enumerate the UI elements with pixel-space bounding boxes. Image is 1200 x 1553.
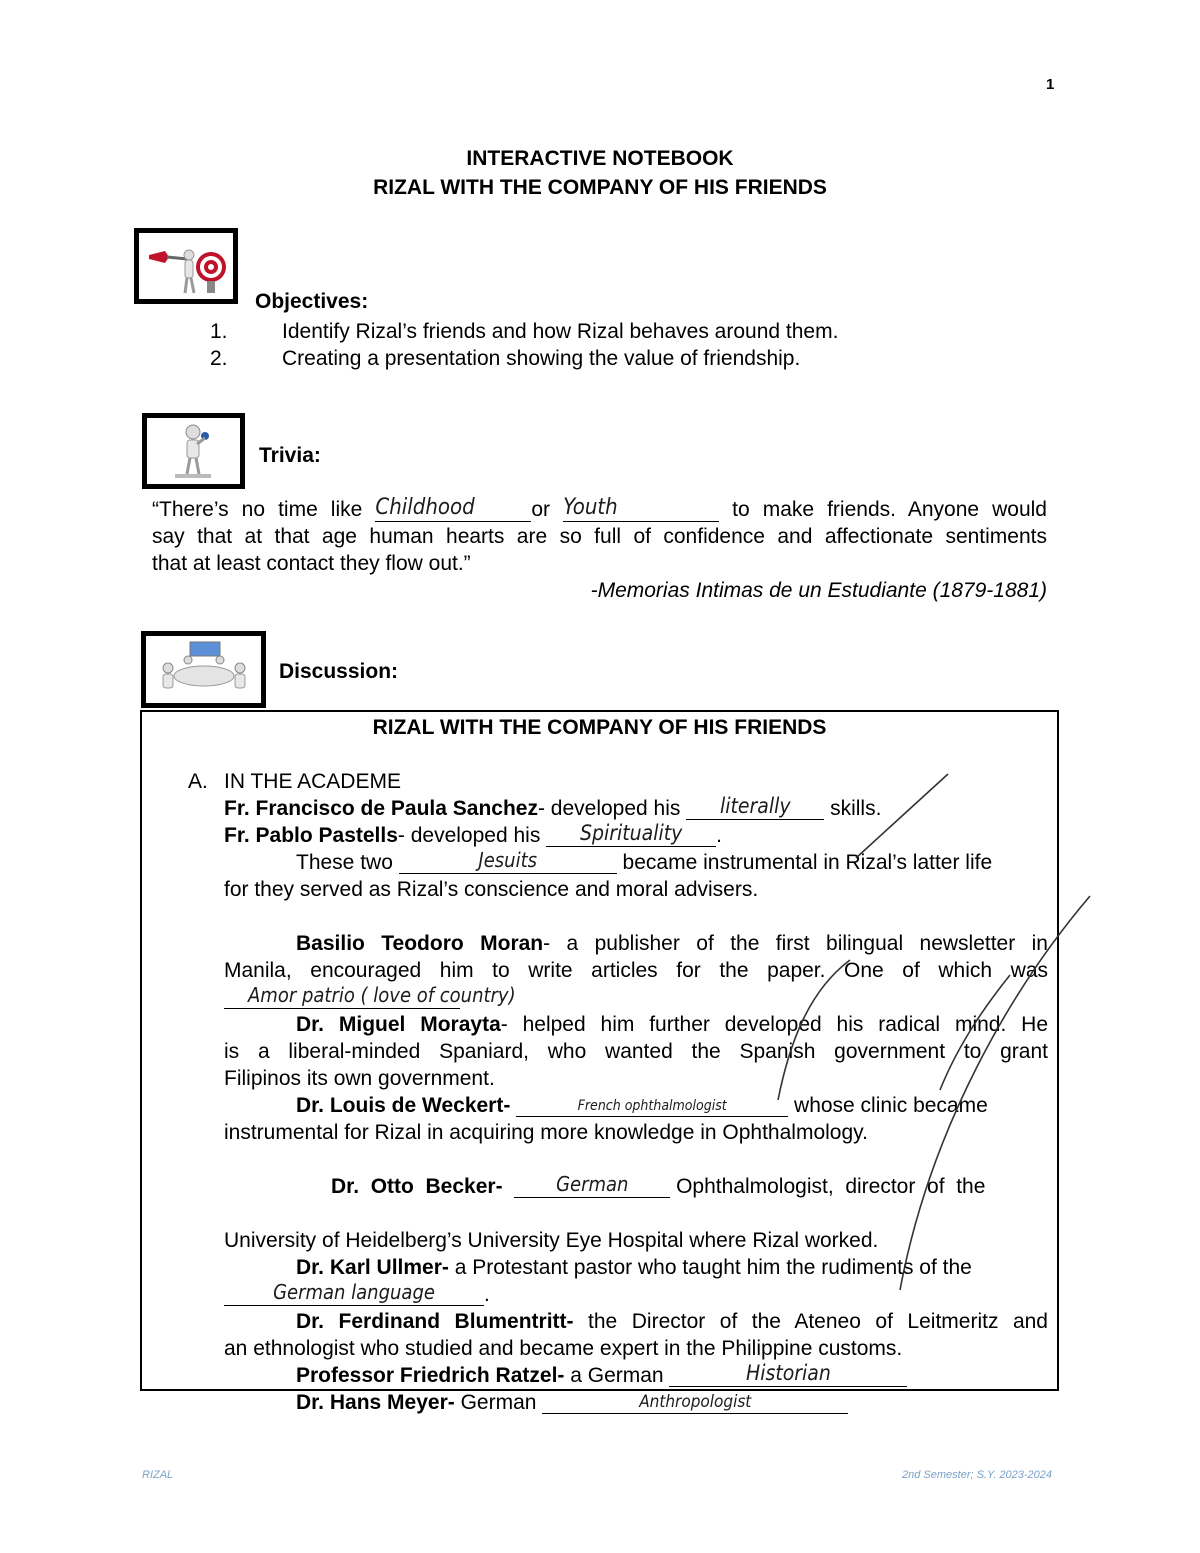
trivia-text: “There’s no time like	[152, 498, 376, 521]
entry-text: .	[716, 824, 723, 847]
entry-text: - helped him further developed his radical mind. He	[500, 1013, 1048, 1036]
check-mark-2	[900, 896, 1090, 1290]
footer-right: 2nd Semester; S.Y. 2023-2024	[902, 1469, 1053, 1481]
page-number: 1	[1046, 76, 1055, 93]
title-line-1: INTERACTIVE NOTEBOOK	[466, 147, 734, 170]
entry-text: German	[454, 1391, 543, 1414]
handwritten-answer: literally	[719, 794, 791, 818]
entry-text: - a publisher of the first bilingual newsletter in	[543, 932, 1048, 955]
trivia-text: to make friends. Anyone would	[719, 498, 1047, 521]
person-name: Dr. Karl Ullmer-	[296, 1256, 449, 1279]
person-name: Fr. Pablo Pastells	[224, 824, 398, 847]
entry-text: These two	[296, 851, 399, 874]
entry-text: a German	[564, 1364, 670, 1387]
handwritten-answer: German	[556, 1172, 629, 1196]
person-name: Fr. Francisco de Paula Sanchez	[224, 797, 538, 820]
section-label: A.	[188, 770, 208, 793]
objective-text: Identify Rizal’s friends and how Rizal behaves around them.	[282, 320, 839, 343]
trivia-text: or	[531, 498, 564, 521]
entry-jesuits-line2: for they served as Rizal’s conscience and moral advisers.	[224, 878, 759, 901]
handwritten-answer: French ophthalmologist	[577, 1098, 727, 1114]
entry-text: - developed his	[397, 824, 547, 847]
title-line-2: RIZAL WITH THE COMPANY OF HIS FRIENDS	[373, 176, 827, 199]
trivia-answer-2: Youth	[563, 495, 618, 520]
entry-moran-line2: Manila, encouraged him to write articles for the paper. One of which was	[224, 959, 1048, 982]
section-title: IN THE ACADEME	[224, 770, 401, 793]
entry-text: became instrumental in Rizal’s latter life	[616, 851, 993, 874]
entry-becker-line2: University of Heidelberg’s University Eye Hospital where Rizal worked.	[224, 1229, 879, 1252]
entry-blumentritt-line2: an ethnologist who studied and became expert in the Philippine customs.	[224, 1337, 903, 1360]
entry-text: whose clinic became	[788, 1094, 988, 1117]
entry-morayta-line2: is a liberal-minded Spaniard, who wanted the Spanish government to grant	[224, 1040, 1048, 1063]
check-mark-4	[940, 975, 1010, 1090]
handwritten-answer: Historian	[746, 1361, 831, 1385]
handwritten-answer: Jesuits	[478, 848, 538, 872]
entry-text: - developed his	[537, 797, 687, 820]
person-name: Basilio Teodoro Moran	[296, 932, 544, 955]
footer-left: RIZAL	[142, 1469, 174, 1481]
entry-weckert-line2: instrumental for Rizal in acquiring more knowledge in Ophthalmology.	[224, 1121, 868, 1144]
objective-number: 1.	[210, 320, 228, 343]
handwritten-answer: Spirituality	[580, 821, 683, 845]
check-mark-3	[778, 960, 850, 1100]
entry-morayta-line3: Filipinos its own government.	[224, 1067, 495, 1090]
objective-number: 2.	[210, 347, 228, 370]
objective-text: Creating a presentation showing the value of friendship.	[282, 347, 801, 370]
handwritten-answer: Anthropologist	[639, 1392, 752, 1412]
check-mark-1	[856, 774, 948, 858]
person-name: Dr. Louis de Weckert-	[296, 1094, 511, 1117]
entry-text: a Protestant pastor who taught him the rudiments of the	[448, 1256, 972, 1279]
trivia-answer-1: Childhood	[375, 495, 475, 520]
handwritten-answer: Amor patrio ( love of country)	[248, 983, 516, 1007]
person-name: Dr. Hans Meyer-	[296, 1391, 455, 1414]
person-name: Dr. Otto Becker-	[331, 1175, 503, 1198]
entry-text: Ophthalmologist, director of the	[670, 1175, 986, 1198]
trivia-line-2: say that at that age human hearts are so full of confidence and affectionate sentiments	[152, 525, 1047, 548]
entry-text: the Director of the Ateneo of Leitmeritz and	[573, 1310, 1048, 1333]
handwritten-answer: German language	[273, 1280, 435, 1304]
discussion-box-title: RIZAL WITH THE COMPANY OF HIS FRIENDS	[372, 716, 827, 739]
objectives-heading: Objectives:	[255, 290, 369, 313]
person-name: Dr. Miguel Morayta	[296, 1013, 501, 1036]
trivia-line-3: that at least contact they flow out.”	[152, 552, 471, 575]
person-name: Professor Friedrich Ratzel-	[296, 1364, 565, 1387]
person-name: Dr. Ferdinand Blumentritt-	[296, 1310, 574, 1333]
trivia-heading: Trivia:	[259, 444, 321, 467]
trivia-source: -Memorias Intimas de un Estudiante (1879-1881)	[590, 579, 1047, 602]
entry-text: .	[484, 1283, 490, 1306]
entry-text: skills.	[824, 797, 882, 820]
discussion-heading: Discussion:	[279, 660, 399, 683]
